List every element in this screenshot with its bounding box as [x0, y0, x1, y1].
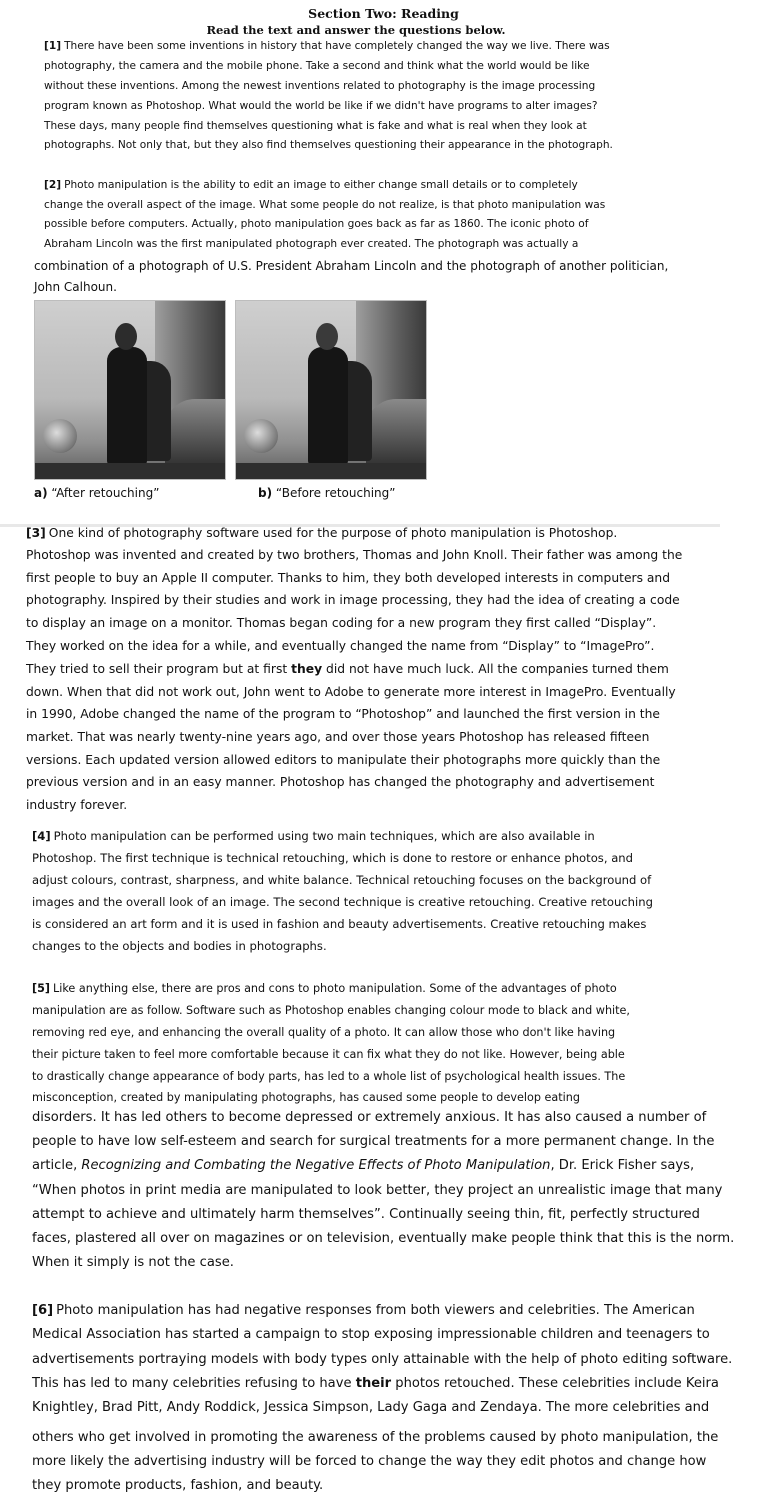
paragraph-line: images and the overall look of an image. The second technique is creative retouching. Creative retouching	[32, 895, 653, 909]
lincoln-photo-after	[34, 300, 226, 480]
paragraph-line: article, Recognizing and Combating the Negative Effects of Photo Manipulation, Dr. Erick Fisher says,	[32, 1158, 695, 1173]
paragraph-line: changes to the objects and bodies in photographs.	[32, 939, 327, 953]
paragraph-line: photography, the camera and the mobile phone. Take a second and think what the world would be like	[44, 60, 590, 72]
paragraph-line: attempt to achieve and ultimately harm themselves”. Continually seeing thin, fit, perfectly structured	[32, 1207, 700, 1222]
paragraph-line: When it simply is not the case.	[32, 1255, 234, 1270]
paragraph-line: possible before computers. Actually, photo manipulation goes back as far as 1860. The iconic photo of	[44, 218, 589, 230]
paragraph-line: Photoshop. The first technique is technical retouching, which is done to restore or enhance photos, and	[32, 851, 634, 865]
paragraph-line: down. When that did not work out, John went to Adobe to generate more interest in ImagePro. Eventually	[26, 685, 676, 699]
paragraph-line: without these inventions. Among the newest inventions related to photography is the image processing	[44, 80, 596, 92]
paragraph-number: [6]	[32, 1303, 54, 1318]
paragraph-line: their picture taken to feel more comfortable because it can fix what they do not like. However, being able	[32, 1048, 625, 1061]
paragraph-line: They tried to sell their program but at first they did not have much luck. All the companies turned them	[26, 662, 669, 676]
paragraph-line: to drastically change appearance of body parts, has led to a whole list of psychological health issues. The	[32, 1070, 626, 1083]
paragraph-line: Medical Association has started a campaign to stop exposing impressionable children and teenagers to	[32, 1327, 710, 1342]
paragraph-number: [1]	[44, 40, 62, 52]
paragraph-line: They worked on the idea for a while, and eventually changed the name from “Display” to “ImagePro”.	[26, 639, 655, 653]
paragraph-line: removing red eye, and enhancing the overall quality of a photo. It can allow those who don't like having	[32, 1026, 616, 1039]
paragraph-line: market. That was nearly twenty-nine years ago, and over those years Photoshop has released fifteen	[26, 730, 650, 744]
paragraph-line: [1] There have been some inventions in history that have completely changed the way we live. There was	[44, 40, 610, 52]
paragraph-line: advertisements portraying models with body types only attainable with the help of photo editing software.	[32, 1352, 733, 1367]
paragraph-line: [2] Photo manipulation is the ability to edit an image to either change small details or to completely	[44, 179, 578, 191]
paragraph-line: misconception, created by manipulating photographs, has caused some people to develop eating	[32, 1091, 580, 1104]
paragraph-line: [6] Photo manipulation has had negative responses from both viewers and celebrities. The American	[32, 1303, 695, 1318]
paragraph-line: previous version and in an easy manner. Photoshop has changed the photography and advertisement	[26, 775, 655, 789]
instructions: Read the text and answer the questions below.	[206, 23, 506, 37]
paragraph-line: Photoshop was invented and created by two brothers, Thomas and John Knoll. Their father was among the	[26, 548, 683, 562]
paragraph-line: These days, many people find themselves questioning what is fake and what is real when they look at	[44, 120, 587, 132]
paragraph-line: Knightley, Brad Pitt, Andy Roddick, Jessica Simpson, Lady Gaga and Zendaya. The more celebrities and	[32, 1400, 710, 1415]
paragraph-line: manipulation are as follow. Software such as Photoshop enables changing colour mode to black and white,	[32, 1004, 630, 1017]
paragraph-line: combination of a photograph of U.S. President Abraham Lincoln and the photograph of another politician,	[34, 259, 669, 273]
paragraph-line: “When photos in print media are manipulated to look better, they project an unrealistic image that many	[32, 1183, 723, 1198]
paragraph-line: [5] Like anything else, there are pros and cons to photo manipulation. Some of the advantages of photo	[32, 982, 617, 995]
calhoun-photo-before	[235, 300, 427, 480]
paragraph-line: versions. Each updated version allowed editors to manipulate their photographs more quickly than the	[26, 753, 661, 767]
paragraph-line: John Calhoun.	[34, 280, 117, 294]
caption-b: b) “Before retouching”	[258, 486, 396, 500]
paragraph-line: disorders. It has led others to become depressed or extremely anxious. It has also caused a number of	[32, 1110, 707, 1125]
paragraph-line: people to have low self-esteem and search for surgical treatments for a more permanent change. In the	[32, 1134, 715, 1149]
paragraph-number: [5]	[32, 982, 51, 995]
paragraph-line: photography. Inspired by their studies and work in image processing, they had the idea of creating a code	[26, 593, 680, 607]
paragraph-line: faces, plastered all over on magazines or on television, eventually make people think that this is the norm.	[32, 1231, 735, 1246]
paragraph-line: is considered an art form and it is used in fashion and beauty advertisements. Creative retouching makes	[32, 917, 647, 931]
paragraph-line: photographs. Not only that, but they also find themselves questioning their appearance in the photograph.	[44, 139, 613, 151]
section-title: Section Two: Reading	[308, 6, 459, 21]
paragraph-line: adjust colours, contrast, sharpness, and white balance. Technical retouching focuses on the background of	[32, 873, 652, 887]
paragraph-number: [2]	[44, 179, 62, 191]
paragraph-line: others who get involved in promoting the awareness of the problems caused by photo manipulation, the	[32, 1430, 719, 1445]
paragraph-line: Abraham Lincoln was the first manipulated photograph ever created. The photograph was actually a	[44, 238, 579, 250]
paragraph-line: industry forever.	[26, 798, 128, 812]
article-title: Recognizing and Combating the Negative Effects of Photo Manipulation	[81, 1158, 551, 1173]
paragraph-line: program known as Photoshop. What would the world be like if we didn't have programs to alter images?	[44, 100, 598, 112]
paragraph-line: [4] Photo manipulation can be performed using two main techniques, which are also available in	[32, 829, 595, 843]
paragraph-line: This has led to many celebrities refusing to have their photos retouched. These celebrities include Keira	[32, 1376, 719, 1391]
paragraph-line: they promote products, fashion, and beauty.	[32, 1478, 324, 1493]
paragraph-line: [3] One kind of photography software used for the purpose of photo manipulation is Photoshop.	[26, 526, 618, 540]
paragraph-line: to display an image on a monitor. Thomas began coding for a new program they first called “Display”.	[26, 616, 657, 630]
caption-a: a) “After retouching”	[34, 486, 160, 500]
paragraph-number: [4]	[32, 829, 51, 843]
paragraph-line: change the overall aspect of the image. What some people do not realize, is that photo manipulation was	[44, 199, 606, 211]
paragraph-line: first people to buy an Apple II computer. Thanks to him, they both developed interests in computers and	[26, 571, 671, 585]
paragraph-line: in 1990, Adobe changed the name of the program to “Photoshop” and launched the first version in the	[26, 707, 660, 721]
paragraph-line: more likely the advertising industry will be forced to change the way they edit photos and change how	[32, 1454, 707, 1469]
paragraph-number: [3]	[26, 526, 46, 540]
